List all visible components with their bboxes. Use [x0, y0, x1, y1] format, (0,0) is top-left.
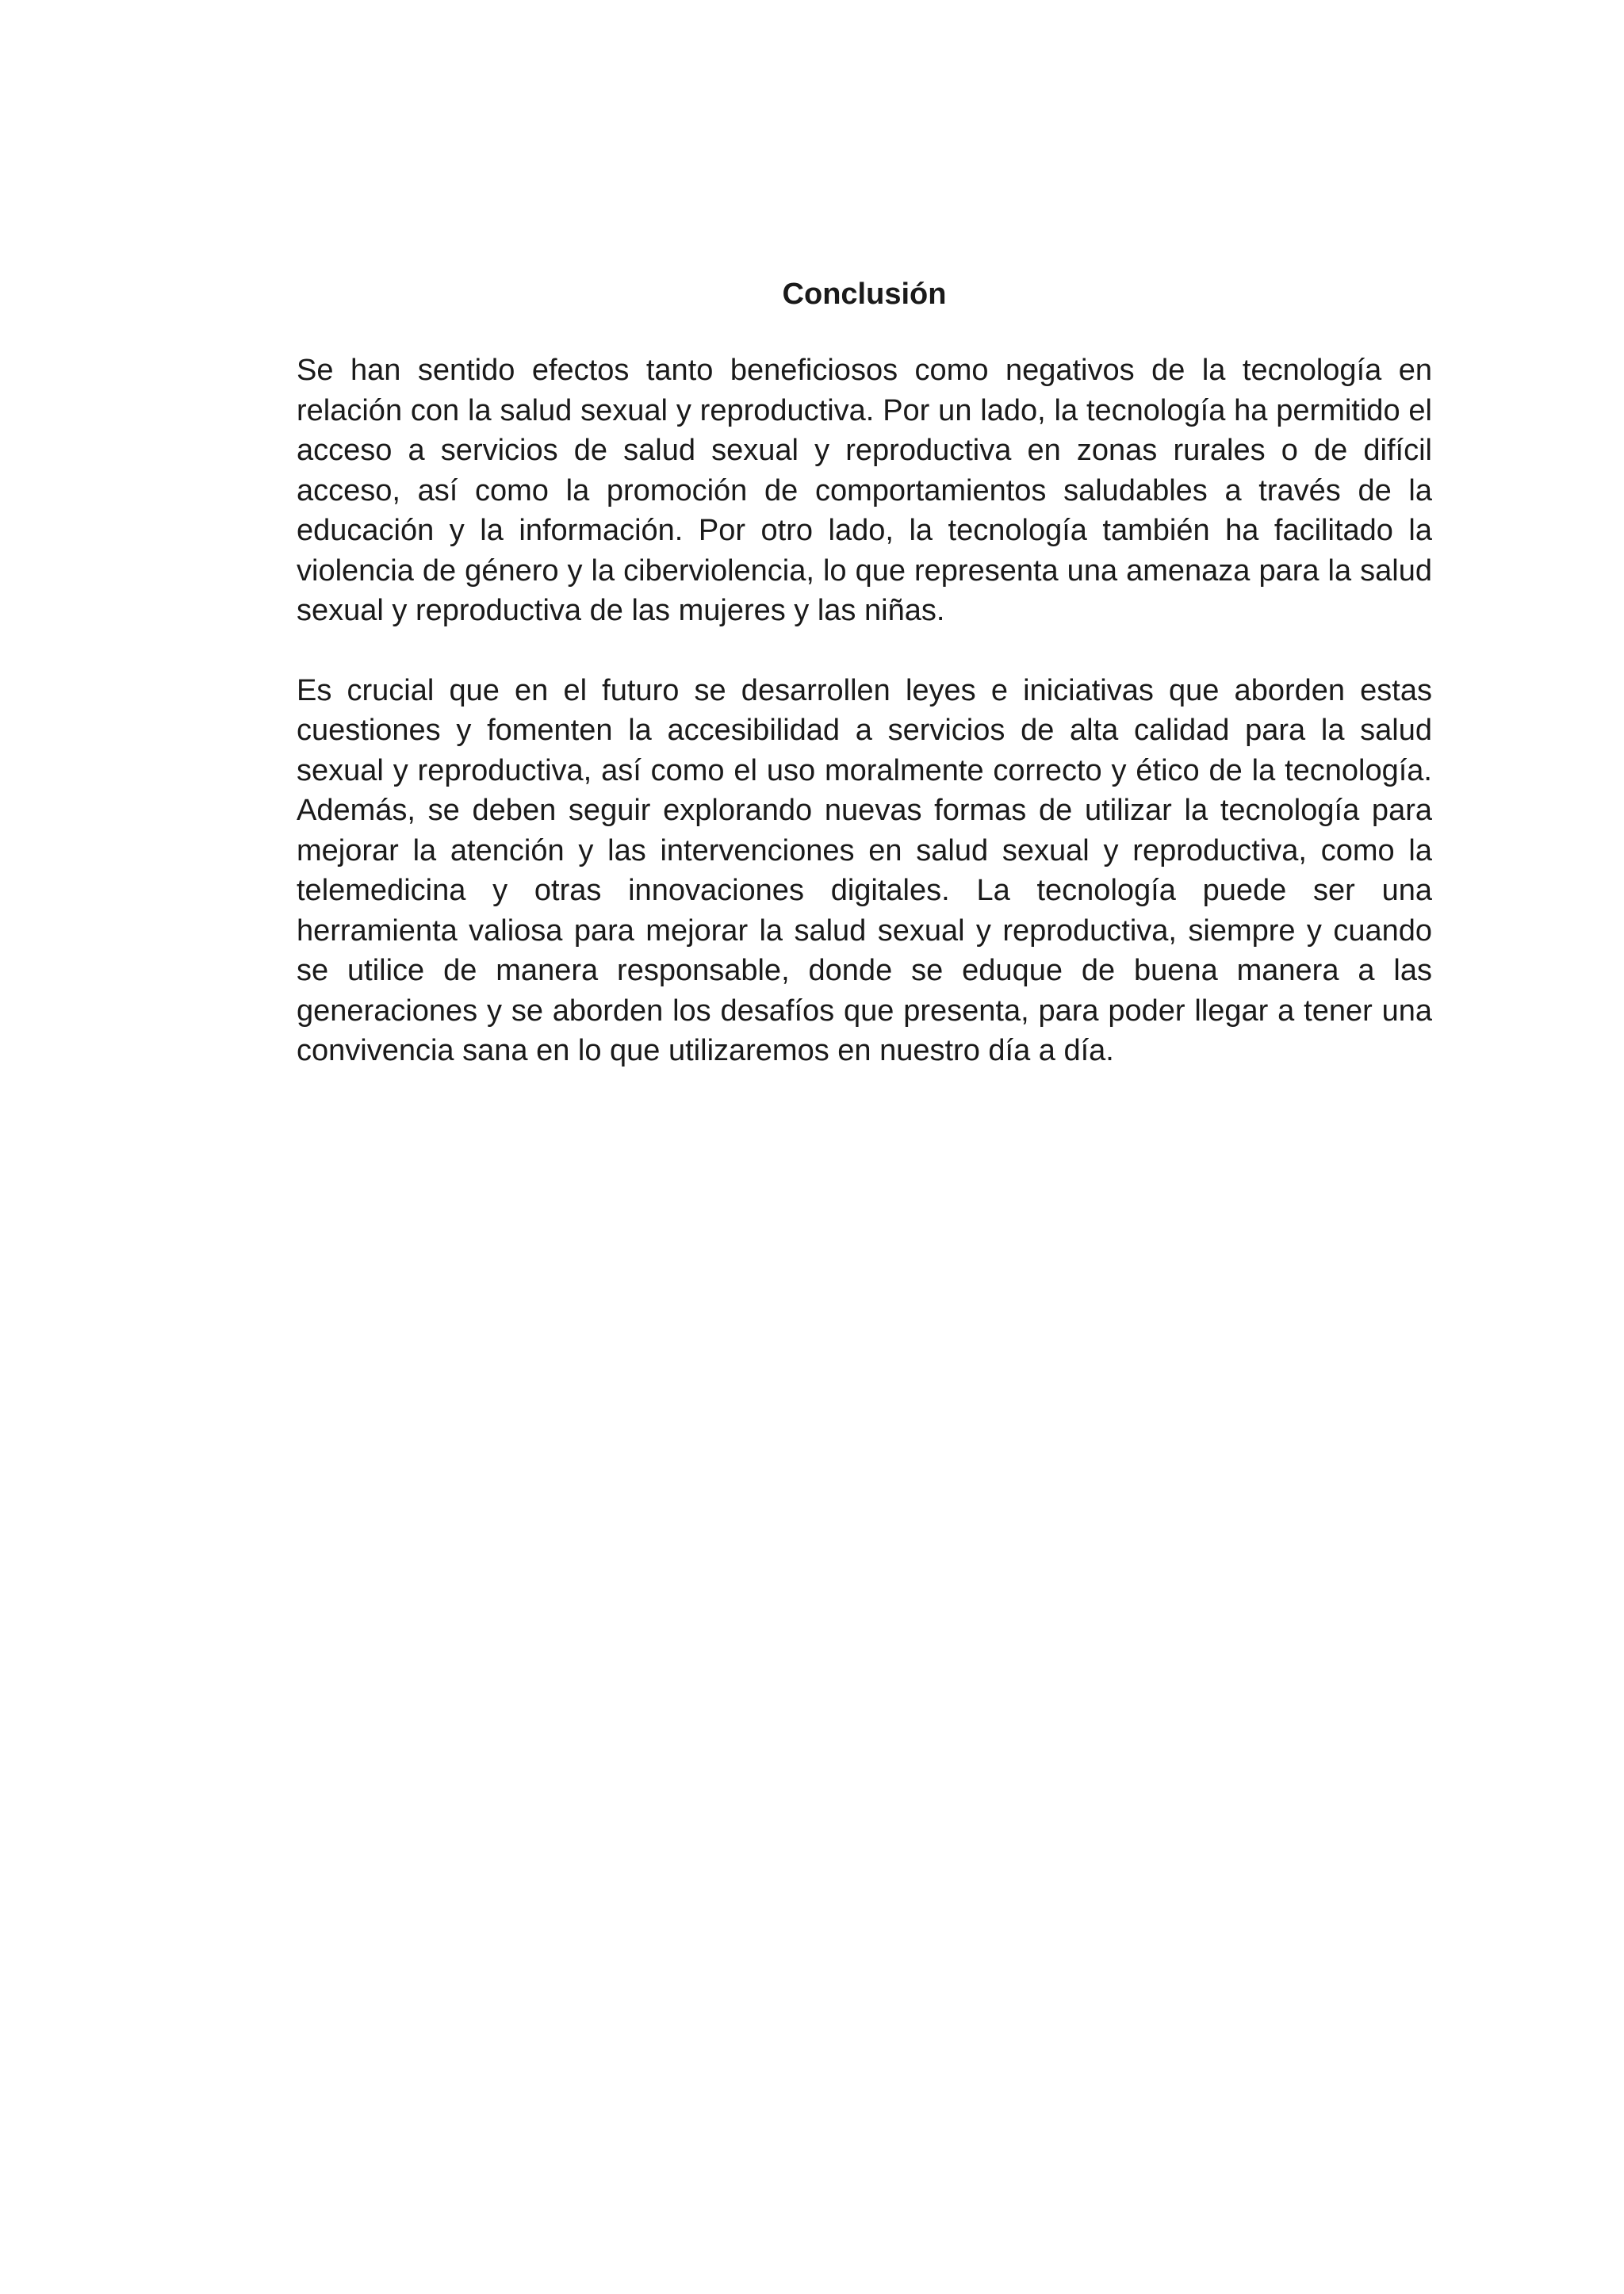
conclusion-paragraph-1: Se han sentido efectos tanto beneficiosos como negativos de la tecnología en relación con la salud sexual y reproductiva. Por un lado, la tecnología ha permitido el acceso a servicios de salud sexual y reproductiva en zonas rurales o de difícil acceso, así como la promoción de comportamientos saludables a través de la educación y la información. Por otro lado, la tecnología también ha facilitado la violencia de género y la ciberviolencia, lo que representa una amenaza para la salud sexual y reproductiva de las mujeres y las niñas. — [297, 354, 1432, 627]
page-title: Conclusión — [782, 278, 947, 311]
document-body — [297, 269, 1432, 1071]
conclusion-paragraph-2: Es crucial que en el futuro se desarrollen leyes e iniciativas que aborden estas cuestiones y fomenten la accesibilidad a servicios de alta calidad para la salud sexual y reproductiva, así como el uso moralmente correcto y ético de la tecnología. Además, se deben seguir explorando nuevas formas de utilizar la tecnología para mejorar la atención y las intervenciones en salud sexual y reproductiva, como la telemedicina y otras innovaciones digitales. La tecnología puede ser una herramienta valiosa para mejorar la salud sexual y reproductiva, siempre y cuando se utilice de manera responsable, donde se eduque de buena manera a las generaciones y se aborden los desafíos que presenta, para poder llegar a tener una convivencia sana en lo que utilizaremos en nuestro día a día. — [297, 673, 1432, 1067]
